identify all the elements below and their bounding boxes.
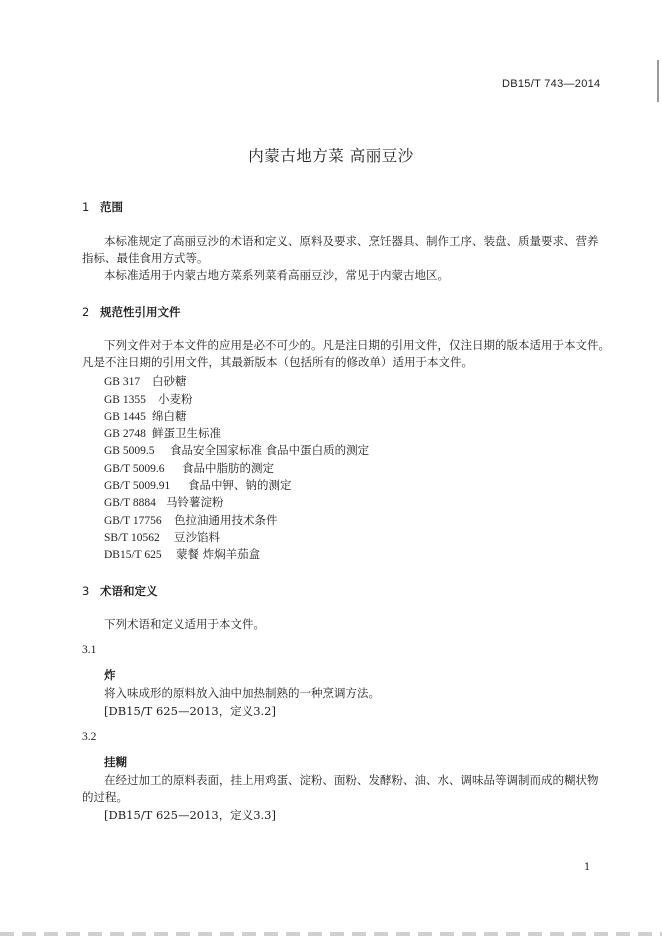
section-number: 3 [82,584,90,598]
reference-code: GB 5009.5 [104,445,155,457]
term-source: [DB15/T 625—2013，定义3.3] [104,808,276,822]
section-title: 规范性引用文件 [100,305,181,319]
reference-code: GB 2748 [104,428,146,440]
scan-bottom-edge [0,932,662,936]
reference-name: 绵白糖 [152,409,187,423]
document-title: 内蒙古地方菜 高丽豆沙 [248,147,414,165]
reference-code: SB/T 10562 [104,532,160,544]
term-definition: 将入味成形的原料放入油中加热制熟的一种烹调方法。 [104,686,380,700]
paragraph: 凡是不注日期的引用文件，其最新版本（包括所有的修改单）适用于本文件。 [82,355,473,369]
paragraph: 指标、最佳食用方式等。 [82,251,209,265]
term-source: [DB15/T 625—2013，定义3.2] [104,704,276,718]
section-heading-terms-and-definitions [82,583,158,599]
reference-name: 食品安全国家标准 食品中蛋白质的测定 [170,443,370,457]
section-title: 范围 [100,200,123,214]
section-heading-normative-references [82,304,181,320]
paragraph: 本标准规定了高丽豆沙的术语和定义、原料及要求、烹饪器具、制作工序、装盘、质量要求、营养 [104,234,599,248]
reference-item [104,372,187,391]
section-heading-scope [82,199,123,215]
paragraph: 本标准适用于内蒙古地方菜系列菜肴高丽豆沙，常见于内蒙古地区。 [104,268,449,282]
term-definition: 的过程。 [82,790,128,804]
reference-name: 色拉油通用技术条件 [174,513,278,527]
standard-code: DB15/T 743—2014 [502,78,601,90]
term-definition: 在经过加工的原料表面，挂上用鸡蛋、淀粉、面粉、发酵粉、油、水、调味品等调制而成的糊状物 [104,773,599,787]
section-title: 术语和定义 [100,584,158,598]
reference-code: DB15/T 625 [104,549,162,561]
reference-name: 白砂糖 [152,374,187,388]
reference-name: 蒙餐 炸焖羊茄盒 [176,547,261,561]
reference-code: GB/T 17756 [104,515,162,527]
reference-item [104,441,369,460]
reference-name: 豆沙馅料 [174,530,220,544]
reference-item [104,493,224,512]
reference-name: 小麦粉 [158,392,193,406]
reference-code: GB/T 5009.91 [104,480,171,492]
page-number: 1 [584,862,591,873]
reference-name: 马铃薯淀粉 [166,495,224,509]
reference-code: GB 1445 [104,411,146,423]
scan-edge-mark [657,60,659,102]
reference-name: 鲜蛋卫生标准 [152,426,221,440]
reference-code: GB/T 5009.6 [104,463,165,475]
paragraph: 下列术语和定义适用于本文件。 [104,617,265,631]
paragraph: 下列文件对于本文件的应用是必不可少的。凡是注日期的引用文件，仅注日期的版本适用于本文件。 [104,338,610,352]
term-number: 3.1 [82,644,97,656]
reference-name: 食品中脂肪的测定 [182,461,274,475]
section-number: 2 [82,305,90,319]
term-name: 挂糊 [104,755,127,769]
section-number: 1 [82,200,90,214]
reference-code: GB 317 [104,376,141,388]
reference-code: GB/T 8884 [104,497,156,509]
reference-code: GB 1355 [104,394,146,406]
reference-name: 食品中钾、钠的测定 [188,478,292,492]
reference-item [104,545,260,564]
term-name: 炸 [104,668,116,682]
term-number: 3.2 [82,731,97,743]
